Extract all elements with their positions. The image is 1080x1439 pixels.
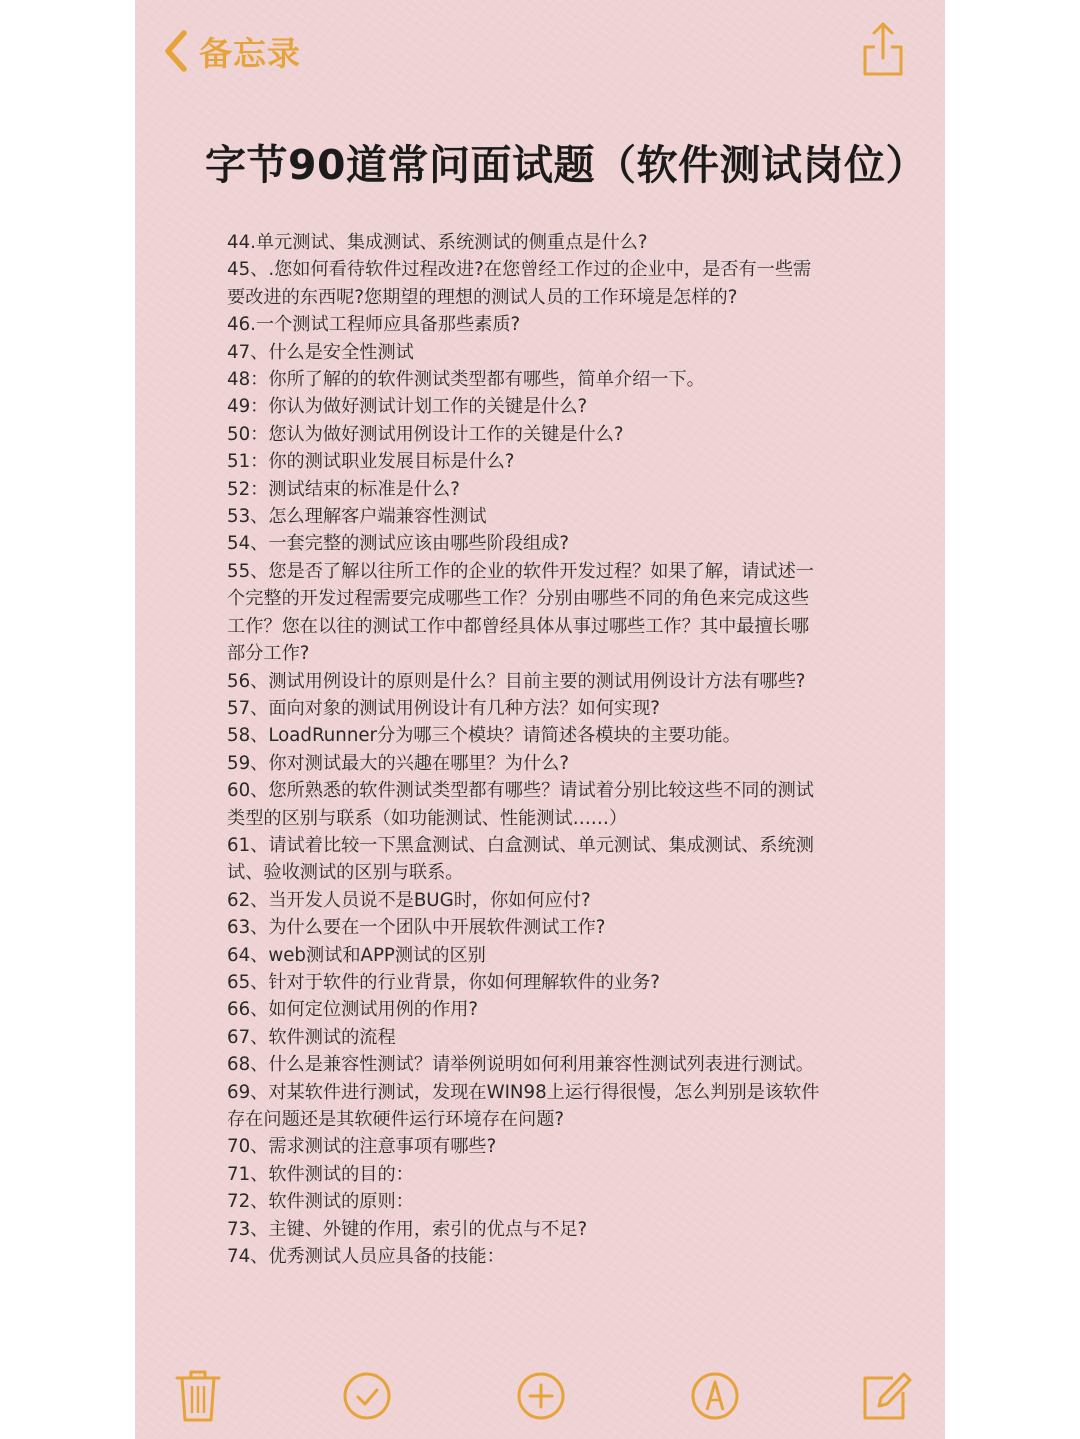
add-icon — [512, 1366, 570, 1426]
delete-button[interactable] — [169, 1366, 227, 1426]
note-line: 部分工作? — [227, 643, 310, 665]
note-line: 62、当开发人员说不是BUG时，你如何应付? — [227, 889, 591, 911]
note-line: 74、优秀测试人员应具备的技能： — [227, 1246, 505, 1268]
note-line: 50：您认为做好测试用例设计工作的关键是什么? — [227, 423, 624, 445]
note-line: 试、验收测试的区别与联系。 — [227, 862, 464, 884]
note-line: 44.单元测试、集成测试、系统测试的侧重点是什么? — [227, 232, 648, 253]
note-line: 55、您是否了解以往所工作的企业的软件开发过程？如果了解，请试述一 — [227, 560, 814, 582]
note-line: 53、怎么理解客户端兼容性测试 — [227, 506, 487, 528]
bottom-toolbar — [135, 1366, 945, 1426]
checklist-button[interactable] — [338, 1366, 396, 1426]
note-line: 49：你认为做好测试计划工作的关键是什么? — [227, 396, 588, 418]
note-line: 45、.您如何看待软件过程改进?在您曾经工作过的企业中，是否有一些需 — [227, 259, 812, 281]
note-line: 56、测试用例设计的原则是什么？目前主要的测试用例设计方法有哪些? — [227, 670, 806, 692]
share-icon — [861, 20, 905, 78]
note-line: 工作？您在以往的测试工作中都曾经具体从事过哪些工作？其中最擅长哪 — [227, 615, 810, 637]
note-line: 69、对某软件进行测试，发现在WIN98上运行得很慢，怎么判别是该软件 — [227, 1081, 820, 1103]
note-line: 51：你的测试职业发展目标是什么? — [227, 451, 515, 473]
note-line: 要改进的东西呢?您期望的理想的测试人员的工作环境是怎样的? — [227, 286, 738, 308]
note-line: 66、如何定位测试用例的作用? — [227, 999, 479, 1021]
add-button[interactable] — [512, 1366, 570, 1426]
markup-button[interactable] — [686, 1366, 744, 1426]
note-line: 71、软件测试的目的： — [227, 1163, 414, 1185]
note-line: 60、您所熟悉的软件测试类型都有哪些？请试着分别比较这些不同的测试 — [227, 780, 814, 802]
markup-icon — [686, 1366, 744, 1426]
compose-button[interactable] — [857, 1366, 915, 1426]
note-line: 64、web测试和APP测试的区别 — [227, 944, 486, 966]
back-button[interactable] — [163, 26, 301, 76]
note-line: 67、软件测试的流程 — [227, 1026, 396, 1048]
note-line: 72、软件测试的原则： — [227, 1191, 414, 1213]
chevron-left-icon — [163, 29, 189, 73]
note-line: 46.一个测试工程师应具备那些素质? — [227, 314, 521, 336]
note-line: 63、为什么要在一个团队中开展软件测试工作? — [227, 917, 606, 939]
note-line: 58、LoadRunner分为哪三个模块？请简述各模块的主要功能。 — [227, 725, 741, 747]
note-line: 存在问题还是其软硬件运行环境存在问题? — [227, 1109, 565, 1130]
note-line: 57、面向对象的测试用例设计有几种方法？如何实现? — [227, 697, 660, 719]
note-line: 54、一套完整的测试应该由哪些阶段组成? — [227, 533, 569, 555]
compose-icon — [857, 1366, 915, 1426]
notes-screen — [135, 0, 945, 1439]
trash-icon — [169, 1366, 227, 1426]
checklist-icon — [338, 1366, 396, 1426]
note-body[interactable] — [227, 229, 867, 1270]
note-line: 68、什么是兼容性测试？请举例说明如何利用兼容性测试列表进行测试。 — [227, 1054, 814, 1076]
note-line: 类型的区别与联系（如功能测试、性能测试……） — [227, 807, 628, 829]
note-line: 73、主键、外键的作用，索引的优点与不足? — [227, 1218, 588, 1240]
note-line: 70、需求测试的注意事项有哪些? — [227, 1136, 497, 1158]
note-title: 字节90道常问面试题（软件测试岗位） — [205, 141, 928, 189]
note-line: 个完整的开发过程需要完成哪些工作？分别由哪些不同的角色来完成这些 — [227, 588, 810, 610]
note-line: 48：你所了解的的软件测试类型都有哪些，简单介绍一下。 — [227, 369, 705, 391]
note-line: 47、什么是安全性测试 — [227, 341, 414, 363]
share-button[interactable] — [861, 20, 905, 78]
note-line: 65、针对于软件的行业背景，你如何理解软件的业务? — [227, 971, 660, 993]
note-line: 59、你对测试最大的兴趣在哪里？为什么? — [227, 752, 569, 774]
note-line: 52：测试结束的标准是什么? — [227, 478, 460, 500]
back-label: 备忘录 — [199, 33, 301, 73]
note-line: 61、请试着比较一下黑盒测试、白盒测试、单元测试、集成测试、系统测 — [227, 834, 814, 856]
